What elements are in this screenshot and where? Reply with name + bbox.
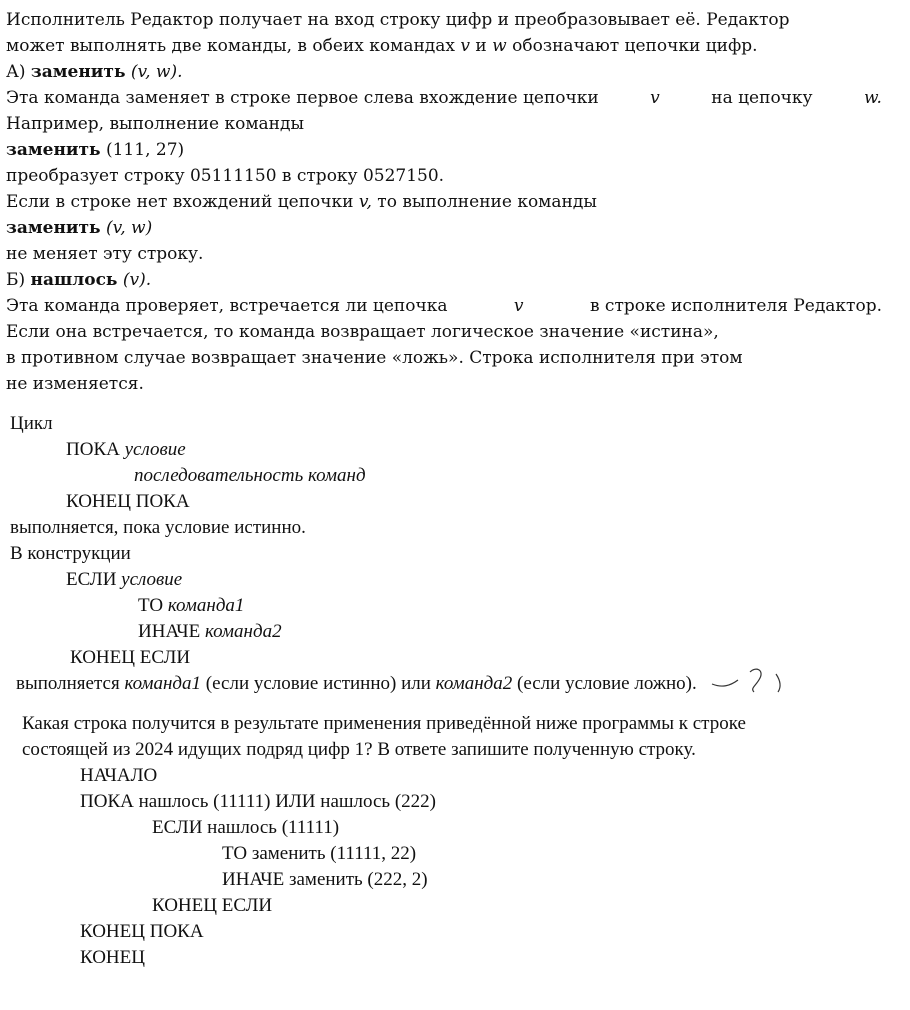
keyword: КОНЕЦ ПОКА: [66, 491, 190, 512]
intro-line-15: [6, 376, 144, 393]
example-command: [6, 142, 184, 159]
keyword: ИНАЧЕ: [138, 621, 201, 642]
command-args: (v, w): [105, 218, 153, 238]
program-start: [80, 766, 157, 785]
keyword: КОНЕЦ ПОКА: [80, 921, 204, 942]
while-header: [66, 440, 186, 459]
command-name: нашлось: [30, 270, 118, 290]
else-branch: [138, 622, 282, 641]
text: то выполнение команды: [377, 192, 597, 212]
text: условие: [565, 673, 630, 694]
var-v: v,: [358, 192, 372, 212]
task-question-line-2: [22, 740, 696, 759]
intro-line-8: [6, 194, 597, 211]
text: в противном случае возвращает значение «ложь». Строка исполнителя при этом: [6, 348, 743, 368]
program-if: [152, 818, 339, 837]
while-description: [10, 518, 306, 537]
then-branch: [138, 596, 244, 615]
intro-line-4: [6, 90, 882, 107]
text: (если условие истинно) или: [205, 673, 431, 694]
command: команда1: [124, 673, 202, 694]
if-header: [66, 570, 182, 589]
text: на цепочку: [711, 88, 813, 108]
code: ПОКА нашлось (11111) ИЛИ нашлось (222): [80, 791, 436, 812]
command: команда1: [167, 595, 245, 616]
command-name: заменить: [30, 62, 126, 82]
keyword: ПОКА: [66, 439, 120, 460]
text: Б): [6, 270, 26, 290]
pen-scribble: [710, 662, 790, 696]
program-endif: [152, 896, 272, 915]
text: (если: [517, 673, 561, 694]
condition: условие: [124, 439, 186, 460]
intro-line-10: [6, 246, 203, 263]
code: ИНАЧЕ заменить (222, 2): [222, 869, 428, 890]
text: Какая строка получится в результате применения приведённой ниже программы к строке: [22, 713, 746, 734]
keyword: НАЧАЛО: [80, 765, 158, 786]
program-else: [222, 870, 428, 889]
intro-line-12: [6, 298, 882, 315]
program-end: [80, 948, 145, 967]
var-w: w.: [864, 88, 882, 108]
intro-line-14: [6, 350, 882, 367]
program-endwhile: [80, 922, 204, 941]
keyword: ЕСЛИ: [66, 569, 117, 590]
intro-line-9: [6, 220, 152, 237]
text: не меняет эту строку.: [6, 244, 204, 264]
end-while: [66, 492, 190, 511]
command: команда2: [204, 621, 282, 642]
if-description: [16, 674, 697, 693]
code: ЕСЛИ нашлось (11111): [152, 817, 340, 838]
text: может выполнять две команды, в обеих командах: [6, 36, 455, 56]
command-name: заменить: [6, 218, 101, 238]
command-args: (v, w).: [130, 62, 183, 82]
while-body: [134, 466, 366, 485]
command-args: (111, 27): [105, 140, 185, 160]
text: не изменяется.: [6, 374, 144, 394]
program-while: [80, 792, 436, 811]
text: в строке исполнителя Редактор.: [589, 296, 882, 316]
intro-line-1: [6, 12, 882, 29]
text: Если в строке нет вхождений цепочки: [6, 192, 354, 212]
intro-line-2: [6, 38, 758, 55]
keyword: КОНЕЦ: [80, 947, 145, 968]
intro-line-7: [6, 168, 444, 185]
text: Например, выполнение команды: [6, 114, 305, 134]
text: Эта команда заменяет в строке первое слева вхождение цепочки: [6, 88, 599, 108]
intro-line-5: [6, 116, 304, 133]
text: Эта команда проверяет, встречается ли цепочка: [6, 296, 448, 316]
text: состоящей из 2024 идущих подряд цифр 1? В ответе запишите полученную строку.: [22, 739, 696, 760]
var-v: v: [513, 296, 524, 316]
keyword: КОНЕЦ ЕСЛИ: [70, 647, 191, 668]
command-a-heading: [6, 64, 183, 81]
condition: условие: [121, 569, 183, 590]
command: команда2: [435, 673, 513, 694]
var-v: v: [650, 88, 660, 108]
text: выполняется, пока условие истинно.: [10, 517, 306, 538]
text: преобразует строку 05111150 в строку 0527150.: [6, 166, 445, 186]
text: Исполнитель Редактор получает на вход строку цифр и преобразовывает её. Редактор: [6, 10, 790, 30]
text: и: [475, 36, 487, 56]
text: В конструкции: [10, 543, 131, 564]
intro-line-13: [6, 324, 882, 341]
command-name: заменить: [6, 140, 101, 160]
keyword: КОНЕЦ ЕСЛИ: [152, 895, 273, 916]
command-args: (v).: [122, 270, 152, 290]
program-then: [222, 844, 416, 863]
code: ТО заменить (11111, 22): [222, 843, 417, 864]
text: Цикл: [10, 413, 53, 434]
text: ложно).: [634, 673, 697, 694]
end-if: [70, 648, 190, 667]
text: А): [6, 62, 26, 82]
var-w: w: [492, 36, 507, 56]
cycle-label: [10, 414, 53, 433]
text: обозначают цепочки цифр.: [512, 36, 758, 56]
text: последовательность команд: [134, 465, 366, 486]
text: Если она встречается, то команда возвращает логическое значение «истина»,: [6, 322, 719, 342]
keyword: ТО: [138, 595, 164, 616]
text: выполняется: [16, 673, 120, 694]
if-intro: [10, 544, 131, 563]
var-v: v: [460, 36, 470, 56]
task-question-line-1: [22, 714, 746, 733]
command-b-heading: [6, 272, 151, 289]
